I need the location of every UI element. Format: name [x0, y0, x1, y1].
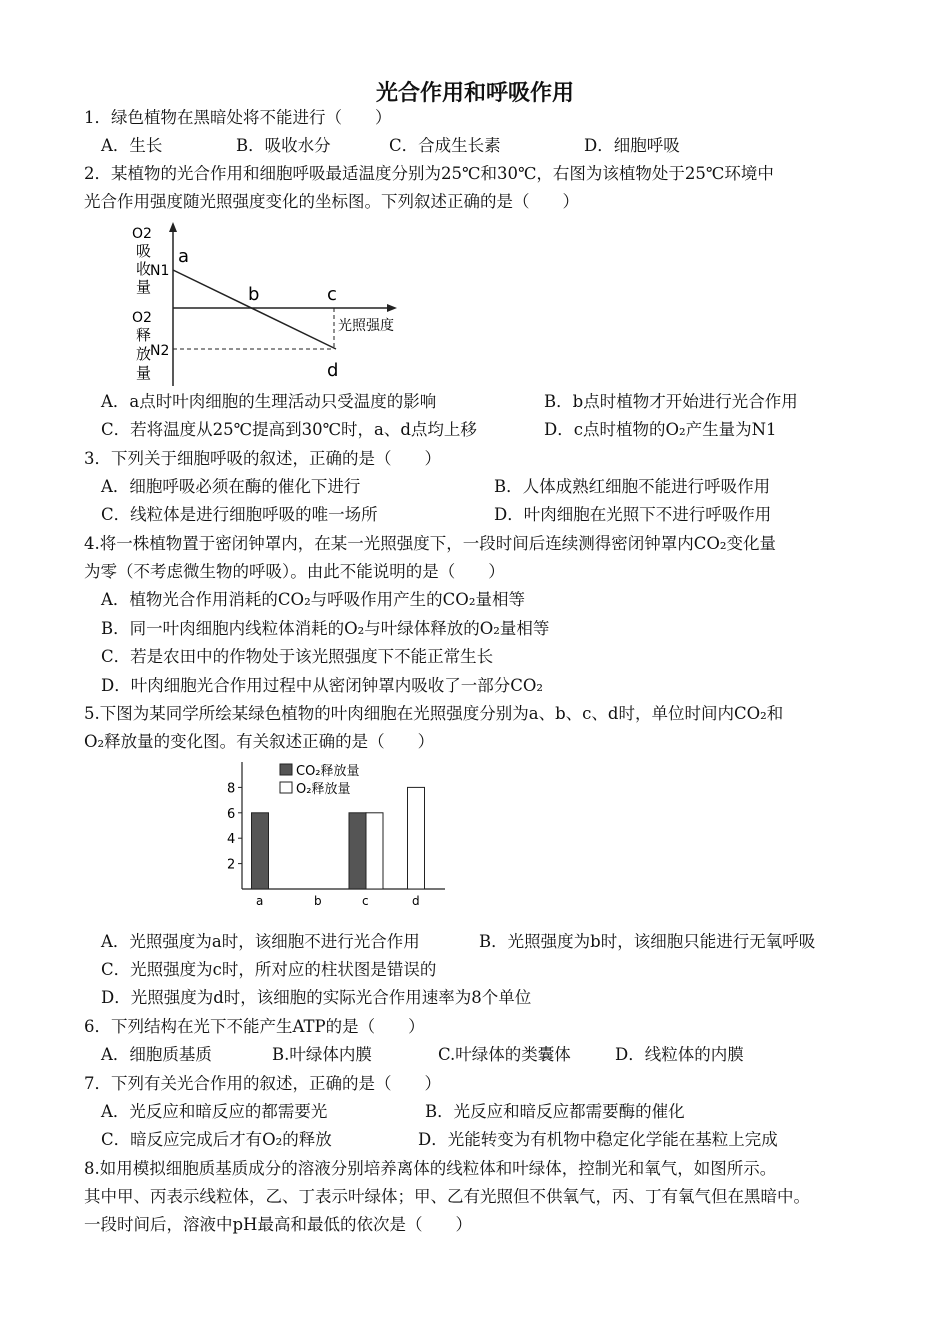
q5-option-b: B．光照强度为b时，该细胞只能进行无氧呼吸 — [479, 932, 816, 951]
q5-bar-chart — [220, 756, 450, 906]
x-tick-label-d: d — [412, 894, 420, 906]
q2-y-axis-arrow — [169, 222, 177, 232]
q2-y-lower-label-2: 放 — [136, 345, 152, 363]
q6-option-d: D．线粒体的内膜 — [615, 1045, 744, 1064]
q6-option-a: A．细胞质基质 — [101, 1045, 212, 1064]
q2-stem-line1: 2．某植物的光合作用和细胞呼吸最适温度分别为25℃和30℃，右图为该植物处于25℃环境中 — [84, 164, 774, 183]
q2-y-upper-label-1: 吸 — [136, 242, 152, 260]
x-tick-label-a: a — [256, 894, 264, 906]
q6-option-b: B.叶绿体内膜 — [272, 1045, 372, 1064]
q5-option-d: D．光照强度为d时，该细胞的实际光合作用速率为8个单位 — [101, 988, 532, 1007]
q7-option-b: B．光反应和暗反应都需要酶的催化 — [425, 1102, 685, 1121]
q3-option-d: D．叶肉细胞在光照下不进行呼吸作用 — [494, 505, 772, 524]
q2-n1-label: N1 — [150, 263, 170, 279]
q2-option-c: C．若将温度从25℃提高到30℃时，a、d点均上移 — [101, 420, 477, 439]
legend-o2-label: O₂释放量 — [296, 782, 351, 797]
q2-point-b: b — [248, 284, 260, 305]
q8-stem-line3: 一段时间后，溶液中pH最高和最低的依次是（ ） — [84, 1215, 472, 1234]
q3-option-c: C．线粒体是进行细胞呼吸的唯一场所 — [101, 505, 378, 524]
y-tick-label-1: 4 — [227, 832, 236, 848]
q1-option-d: D．细胞呼吸 — [584, 136, 680, 155]
x-tick-label-c: c — [362, 894, 369, 906]
legend-co2-swatch — [280, 764, 292, 775]
q2-point-c: c — [327, 284, 337, 305]
q1-stem: 1．绿色植物在黑暗处将不能进行（ ） — [84, 108, 392, 127]
q2-y-upper-label-2: 收 — [136, 260, 152, 278]
y-tick-label-2: 6 — [227, 806, 236, 822]
q2-point-a: a — [178, 246, 190, 267]
q1-option-c: C．合成生长素 — [389, 136, 501, 155]
x-tick-label-b: b — [314, 894, 322, 906]
q2-x-label: 光照强度 — [338, 318, 394, 334]
bar-co2-a — [252, 813, 269, 889]
q2-y-lower-label-3: 量 — [136, 364, 152, 382]
q6-option-c: C.叶绿体的类囊体 — [438, 1045, 571, 1064]
q4-stem-line2: 为零（不考虑微生物的呼吸）。由此不能说明的是（ ） — [84, 562, 505, 581]
q3-stem: 3．下列关于细胞呼吸的叙述，正确的是（ ） — [84, 449, 441, 468]
q5-stem-line1: 5.下图为某同学所绘某绿色植物的叶肉细胞在光照强度分别为a、b、c、d时，单位时间内CO₂和 — [84, 704, 784, 723]
q2-option-b: B．b点时植物才开始进行光合作用 — [544, 392, 798, 411]
q2-y-lower-label-1: 释 — [136, 326, 152, 344]
q8-stem-line2: 其中甲、丙表示线粒体，乙、丁表示叶绿体；甲、乙有光照但不供氧气，丙、丁有氧气但在黑暗中。 — [84, 1187, 810, 1206]
q7-stem: 7．下列有关光合作用的叙述，正确的是（ ） — [84, 1074, 441, 1093]
q2-option-a: A．a点时叶肉细胞的生理活动只受温度的影响 — [101, 392, 437, 411]
q5-stem-line2: O₂释放量的变化图。有关叙述正确的是（ ） — [84, 732, 435, 751]
legend-co2-label: CO₂释放量 — [296, 764, 360, 779]
y-tick-label-0: 2 — [227, 857, 236, 873]
q2-curve — [173, 270, 336, 349]
q7-option-c: C．暗反应完成后才有O₂的释放 — [101, 1130, 332, 1149]
q8-stem-line1: 8.如用模拟细胞质基质成分的溶液分别培养离体的线粒体和叶绿体，控制光和氧气，如图所示。 — [84, 1159, 777, 1178]
q5-option-c: C．光照强度为c时，所对应的柱状图是错误的 — [101, 960, 437, 979]
bar-o2-c — [366, 813, 383, 889]
q2-y-upper-label-3: 量 — [136, 278, 152, 296]
q2-line-graph — [120, 218, 400, 388]
q2-y-lower-label-0: O2 — [132, 310, 152, 326]
q2-x-axis-arrow — [387, 304, 397, 312]
q4-option-a: A．植物光合作用消耗的CO₂与呼吸作用产生的CO₂量相等 — [101, 590, 525, 609]
q3-option-b: B．人体成熟红细胞不能进行呼吸作用 — [494, 477, 771, 496]
q7-option-d: D．光能转变为有机物中稳定化学能在基粒上完成 — [418, 1130, 778, 1149]
q2-stem-line2: 光合作用强度随光照强度变化的坐标图。下列叙述正确的是（ ） — [84, 192, 579, 211]
q6-stem: 6．下列结构在光下不能产生ATP的是（ ） — [84, 1017, 425, 1036]
q2-n2-label: N2 — [150, 343, 170, 359]
q1-option-a: A．生长 — [101, 136, 163, 155]
page-title: 光合作用和呼吸作用 — [375, 81, 574, 106]
q4-option-d: D．叶肉细胞光合作用过程中从密闭钟罩内吸收了一部分CO₂ — [101, 676, 543, 695]
q2-point-d: d — [327, 360, 339, 381]
q5-option-a: A．光照强度为a时，该细胞不进行光合作用 — [101, 932, 420, 951]
legend-o2-swatch — [280, 782, 292, 793]
q2-y-upper-label-0: O2 — [132, 226, 152, 242]
q4-stem-line1: 4.将一株植物置于密闭钟罩内，在某一光照强度下，一段时间后连续测得密闭钟罩内CO₂变化量 — [84, 534, 777, 553]
bar-o2-d — [408, 787, 425, 889]
q1-option-b: B．吸收水分 — [236, 136, 331, 155]
q4-option-b: B．同一叶肉细胞内线粒体消耗的O₂与叶绿体释放的O₂量相等 — [101, 619, 550, 638]
q4-option-c: C．若是农田中的作物处于该光照强度下不能正常生长 — [101, 647, 494, 666]
bar-co2-c — [349, 813, 366, 889]
q3-option-a: A．细胞呼吸必须在酶的催化下进行 — [101, 477, 361, 496]
q2-option-d: D．c点时植物的O₂产生量为N1 — [544, 420, 777, 439]
q7-option-a: A．光反应和暗反应的都需要光 — [101, 1102, 328, 1121]
y-tick-label-3: 8 — [227, 781, 236, 797]
